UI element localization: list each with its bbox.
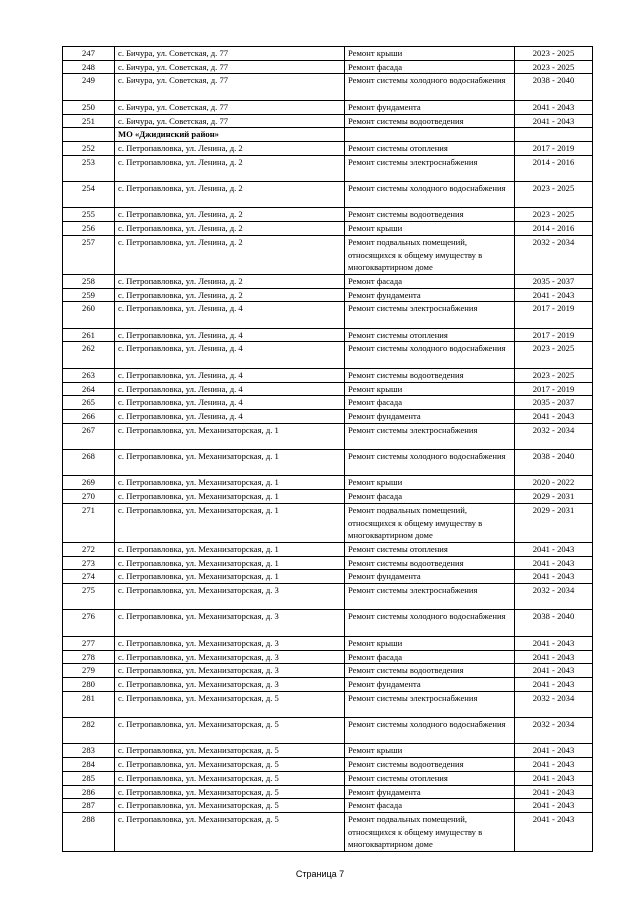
- row-number: 249: [63, 74, 115, 100]
- work-type-cell: Ремонт системы электроснабжения: [345, 155, 515, 181]
- row-number: 288: [63, 812, 115, 851]
- table-row: [63, 664, 593, 678]
- address-cell: с. Петропавловка, ул. Ленина, д. 2: [115, 274, 345, 288]
- address-cell: с. Петропавловка, ул. Ленина, д. 2: [115, 235, 345, 274]
- table-row: [63, 409, 593, 423]
- table-row: [63, 302, 593, 328]
- row-number: 255: [63, 208, 115, 222]
- row-number: 270: [63, 490, 115, 504]
- work-type-cell: Ремонт системы водоотведения: [345, 664, 515, 678]
- table-row: [63, 556, 593, 570]
- row-number: 275: [63, 584, 115, 610]
- period-cell: 2041 - 2043: [515, 288, 593, 302]
- period-cell: 2020 - 2022: [515, 476, 593, 490]
- period-cell: 2017 - 2019: [515, 328, 593, 342]
- period-cell: 2017 - 2019: [515, 141, 593, 155]
- table-row: [63, 382, 593, 396]
- period-cell: 2023 - 2025: [515, 208, 593, 222]
- section-title: МО «Джидинский район»: [115, 128, 345, 142]
- period-cell: 2041 - 2043: [515, 799, 593, 813]
- table-row: [63, 771, 593, 785]
- address-cell: с. Петропавловка, ул. Механизаторская, д. 1: [115, 570, 345, 584]
- period-cell: 2038 - 2040: [515, 74, 593, 100]
- address-cell: с. Петропавловка, ул. Механизаторская, д. 1: [115, 423, 345, 449]
- work-type-cell: Ремонт фундамента: [345, 785, 515, 799]
- row-number: 277: [63, 636, 115, 650]
- period-cell: 2041 - 2043: [515, 650, 593, 664]
- row-number: 287: [63, 799, 115, 813]
- period-cell: 2041 - 2043: [515, 771, 593, 785]
- address-cell: с. Бичура, ул. Советская, д. 77: [115, 114, 345, 128]
- work-type-cell: Ремонт подвальных помещений, относящихся к общему имуществу в многоквартирном доме: [345, 235, 515, 274]
- row-number: 266: [63, 409, 115, 423]
- work-type-cell: Ремонт фасада: [345, 799, 515, 813]
- period-cell: 2041 - 2043: [515, 409, 593, 423]
- work-type-cell: [345, 128, 515, 142]
- address-cell: с. Петропавловка, ул. Механизаторская, д. 5: [115, 691, 345, 717]
- table-row: [63, 100, 593, 114]
- period-cell: 2041 - 2043: [515, 758, 593, 772]
- table-row: [63, 235, 593, 274]
- address-cell: с. Петропавловка, ул. Ленина, д. 2: [115, 182, 345, 208]
- work-type-cell: Ремонт системы отопления: [345, 542, 515, 556]
- period-cell: 2023 - 2025: [515, 47, 593, 61]
- address-cell: с. Петропавловка, ул. Механизаторская, д. 1: [115, 490, 345, 504]
- row-number: 247: [63, 47, 115, 61]
- period-cell: [515, 128, 593, 142]
- address-cell: с. Петропавловка, ул. Механизаторская, д. 3: [115, 664, 345, 678]
- table-row: [63, 758, 593, 772]
- period-cell: 2032 - 2034: [515, 584, 593, 610]
- period-cell: 2038 - 2040: [515, 610, 593, 636]
- period-cell: 2023 - 2025: [515, 182, 593, 208]
- table-row: [63, 342, 593, 368]
- table-row: [63, 74, 593, 100]
- row-number: 248: [63, 60, 115, 74]
- work-type-cell: Ремонт системы отопления: [345, 771, 515, 785]
- work-type-cell: Ремонт фасада: [345, 274, 515, 288]
- period-cell: 2029 - 2031: [515, 503, 593, 542]
- row-number: 262: [63, 342, 115, 368]
- row-number: 260: [63, 302, 115, 328]
- table-row: [63, 744, 593, 758]
- period-cell: 2017 - 2019: [515, 382, 593, 396]
- table-row: [63, 182, 593, 208]
- address-cell: с. Петропавловка, ул. Ленина, д. 4: [115, 396, 345, 410]
- row-number: 256: [63, 222, 115, 236]
- row-number: 271: [63, 503, 115, 542]
- period-cell: 2041 - 2043: [515, 556, 593, 570]
- address-cell: с. Петропавловка, ул. Механизаторская, д. 5: [115, 785, 345, 799]
- row-number: 267: [63, 423, 115, 449]
- address-cell: с. Бичура, ул. Советская, д. 77: [115, 100, 345, 114]
- address-cell: с. Бичура, ул. Советская, д. 77: [115, 74, 345, 100]
- row-number: 258: [63, 274, 115, 288]
- address-cell: с. Петропавловка, ул. Механизаторская, д. 1: [115, 503, 345, 542]
- address-cell: с. Петропавловка, ул. Механизаторская, д. 1: [115, 476, 345, 490]
- table-row: [63, 47, 593, 61]
- row-number: 273: [63, 556, 115, 570]
- row-number: 272: [63, 542, 115, 556]
- table-row: [63, 812, 593, 851]
- work-type-cell: Ремонт системы электроснабжения: [345, 423, 515, 449]
- work-type-cell: Ремонт системы электроснабжения: [345, 302, 515, 328]
- row-number: 251: [63, 114, 115, 128]
- work-type-cell: Ремонт крыши: [345, 744, 515, 758]
- work-type-cell: Ремонт системы водоотведения: [345, 556, 515, 570]
- table-body: [63, 47, 593, 852]
- period-cell: 2041 - 2043: [515, 542, 593, 556]
- period-cell: 2017 - 2019: [515, 302, 593, 328]
- period-cell: 2029 - 2031: [515, 490, 593, 504]
- table-row: [63, 328, 593, 342]
- row-number: 281: [63, 691, 115, 717]
- work-type-cell: Ремонт системы холодного водоснабжения: [345, 182, 515, 208]
- address-cell: с. Петропавловка, ул. Механизаторская, д. 5: [115, 744, 345, 758]
- table-row: [63, 490, 593, 504]
- period-cell: 2023 - 2025: [515, 342, 593, 368]
- period-cell: 2041 - 2043: [515, 114, 593, 128]
- address-cell: с. Петропавловка, ул. Механизаторская, д. 3: [115, 677, 345, 691]
- address-cell: с. Петропавловка, ул. Ленина, д. 2: [115, 141, 345, 155]
- address-cell: с. Петропавловка, ул. Механизаторская, д. 5: [115, 758, 345, 772]
- table-row: [63, 274, 593, 288]
- work-type-cell: Ремонт крыши: [345, 382, 515, 396]
- table-row: [63, 570, 593, 584]
- row-number: 263: [63, 368, 115, 382]
- work-type-cell: Ремонт системы холодного водоснабжения: [345, 74, 515, 100]
- table-row: [63, 799, 593, 813]
- period-cell: 2032 - 2034: [515, 718, 593, 744]
- work-type-cell: Ремонт фасада: [345, 396, 515, 410]
- row-number: [63, 128, 115, 142]
- work-type-cell: Ремонт фундамента: [345, 288, 515, 302]
- work-type-cell: Ремонт крыши: [345, 222, 515, 236]
- table-row: [63, 610, 593, 636]
- row-number: 286: [63, 785, 115, 799]
- table-row: [63, 396, 593, 410]
- period-cell: 2041 - 2043: [515, 744, 593, 758]
- period-cell: 2023 - 2025: [515, 60, 593, 74]
- row-number: 284: [63, 758, 115, 772]
- row-number: 259: [63, 288, 115, 302]
- table-row: [63, 450, 593, 476]
- period-cell: 2041 - 2043: [515, 785, 593, 799]
- table-row: [63, 677, 593, 691]
- period-cell: 2035 - 2037: [515, 396, 593, 410]
- work-type-cell: Ремонт системы отопления: [345, 141, 515, 155]
- address-cell: с. Петропавловка, ул. Ленина, д. 2: [115, 222, 345, 236]
- row-number: 279: [63, 664, 115, 678]
- period-cell: 2032 - 2034: [515, 423, 593, 449]
- period-cell: 2041 - 2043: [515, 100, 593, 114]
- table-row: [63, 60, 593, 74]
- work-type-cell: Ремонт фасада: [345, 650, 515, 664]
- address-cell: с. Петропавловка, ул. Ленина, д. 2: [115, 155, 345, 181]
- table-row: [63, 288, 593, 302]
- period-cell: 2038 - 2040: [515, 450, 593, 476]
- row-number: 274: [63, 570, 115, 584]
- work-type-cell: Ремонт системы холодного водоснабжения: [345, 450, 515, 476]
- work-type-cell: Ремонт системы отопления: [345, 328, 515, 342]
- table-row: [63, 785, 593, 799]
- work-type-cell: Ремонт крыши: [345, 636, 515, 650]
- period-cell: 2032 - 2034: [515, 691, 593, 717]
- work-type-cell: Ремонт системы водоотведения: [345, 114, 515, 128]
- address-cell: с. Петропавловка, ул. Механизаторская, д. 3: [115, 650, 345, 664]
- period-cell: 2023 - 2025: [515, 368, 593, 382]
- period-cell: 2014 - 2016: [515, 222, 593, 236]
- row-number: 261: [63, 328, 115, 342]
- address-cell: с. Петропавловка, ул. Ленина, д. 4: [115, 382, 345, 396]
- address-cell: с. Петропавловка, ул. Механизаторская, д. 3: [115, 584, 345, 610]
- row-number: 265: [63, 396, 115, 410]
- address-cell: с. Петропавловка, ул. Механизаторская, д. 3: [115, 610, 345, 636]
- table-row: [63, 718, 593, 744]
- row-number: 250: [63, 100, 115, 114]
- table-row: [63, 368, 593, 382]
- page-number: Страница 7: [295, 869, 345, 879]
- row-number: 257: [63, 235, 115, 274]
- work-type-cell: Ремонт системы холодного водоснабжения: [345, 718, 515, 744]
- row-number: 276: [63, 610, 115, 636]
- address-cell: с. Петропавловка, ул. Механизаторская, д. 1: [115, 542, 345, 556]
- address-cell: с. Петропавловка, ул. Механизаторская, д. 5: [115, 799, 345, 813]
- table-row: [63, 584, 593, 610]
- row-number: 282: [63, 718, 115, 744]
- work-type-cell: Ремонт системы водоотведения: [345, 208, 515, 222]
- address-cell: с. Петропавловка, ул. Ленина, д. 4: [115, 409, 345, 423]
- work-type-cell: Ремонт фундамента: [345, 570, 515, 584]
- work-type-cell: Ремонт системы водоотведения: [345, 758, 515, 772]
- address-cell: с. Петропавловка, ул. Механизаторская, д. 3: [115, 636, 345, 650]
- work-type-cell: Ремонт крыши: [345, 476, 515, 490]
- row-number: 285: [63, 771, 115, 785]
- row-number: 283: [63, 744, 115, 758]
- table-row: [63, 114, 593, 128]
- work-type-cell: Ремонт фундамента: [345, 100, 515, 114]
- work-type-cell: Ремонт подвальных помещений, относящихся к общему имуществу в многоквартирном доме: [345, 503, 515, 542]
- table-row: [63, 141, 593, 155]
- row-number: 254: [63, 182, 115, 208]
- table-row: [63, 542, 593, 556]
- row-number: 268: [63, 450, 115, 476]
- work-type-cell: Ремонт системы холодного водоснабжения: [345, 342, 515, 368]
- address-cell: с. Петропавловка, ул. Механизаторская, д. 1: [115, 556, 345, 570]
- work-type-cell: Ремонт системы электроснабжения: [345, 584, 515, 610]
- table-row: [63, 423, 593, 449]
- period-cell: 2032 - 2034: [515, 235, 593, 274]
- address-cell: с. Петропавловка, ул. Ленина, д. 2: [115, 288, 345, 302]
- address-cell: с. Петропавловка, ул. Ленина, д. 4: [115, 328, 345, 342]
- row-number: 269: [63, 476, 115, 490]
- work-type-cell: Ремонт системы электроснабжения: [345, 691, 515, 717]
- period-cell: 2014 - 2016: [515, 155, 593, 181]
- table-row: [63, 650, 593, 664]
- address-cell: с. Бичура, ул. Советская, д. 77: [115, 47, 345, 61]
- row-number: 278: [63, 650, 115, 664]
- section-row: [63, 128, 593, 142]
- address-cell: с. Петропавловка, ул. Механизаторская, д. 5: [115, 812, 345, 851]
- address-cell: с. Петропавловка, ул. Механизаторская, д. 5: [115, 771, 345, 785]
- work-type-cell: Ремонт крыши: [345, 47, 515, 61]
- row-number: 280: [63, 677, 115, 691]
- work-type-cell: Ремонт системы водоотведения: [345, 368, 515, 382]
- work-type-cell: Ремонт фундамента: [345, 677, 515, 691]
- table-row: [63, 155, 593, 181]
- table-row: [63, 503, 593, 542]
- address-cell: с. Петропавловка, ул. Механизаторская, д. 1: [115, 450, 345, 476]
- period-cell: 2041 - 2043: [515, 677, 593, 691]
- table-row: [63, 222, 593, 236]
- address-cell: с. Петропавловка, ул. Механизаторская, д. 5: [115, 718, 345, 744]
- row-number: 253: [63, 155, 115, 181]
- table-row: [63, 476, 593, 490]
- work-type-cell: Ремонт системы холодного водоснабжения: [345, 610, 515, 636]
- work-type-cell: Ремонт подвальных помещений, относящихся к общему имуществу в многоквартирном доме: [345, 812, 515, 851]
- period-cell: 2041 - 2043: [515, 664, 593, 678]
- period-cell: 2041 - 2043: [515, 570, 593, 584]
- table-row: [63, 691, 593, 717]
- table-row: [63, 636, 593, 650]
- period-cell: 2035 - 2037: [515, 274, 593, 288]
- period-cell: 2041 - 2043: [515, 812, 593, 851]
- period-cell: 2041 - 2043: [515, 636, 593, 650]
- address-cell: с. Петропавловка, ул. Ленина, д. 4: [115, 368, 345, 382]
- work-type-cell: Ремонт фундамента: [345, 409, 515, 423]
- work-type-cell: Ремонт фасада: [345, 490, 515, 504]
- address-cell: с. Петропавловка, ул. Ленина, д. 4: [115, 342, 345, 368]
- repair-schedule-table: [62, 46, 593, 852]
- row-number: 264: [63, 382, 115, 396]
- address-cell: с. Петропавловка, ул. Ленина, д. 2: [115, 208, 345, 222]
- table-row: [63, 208, 593, 222]
- address-cell: с. Бичура, ул. Советская, д. 77: [115, 60, 345, 74]
- work-type-cell: Ремонт фасада: [345, 60, 515, 74]
- row-number: 252: [63, 141, 115, 155]
- address-cell: с. Петропавловка, ул. Ленина, д. 4: [115, 302, 345, 328]
